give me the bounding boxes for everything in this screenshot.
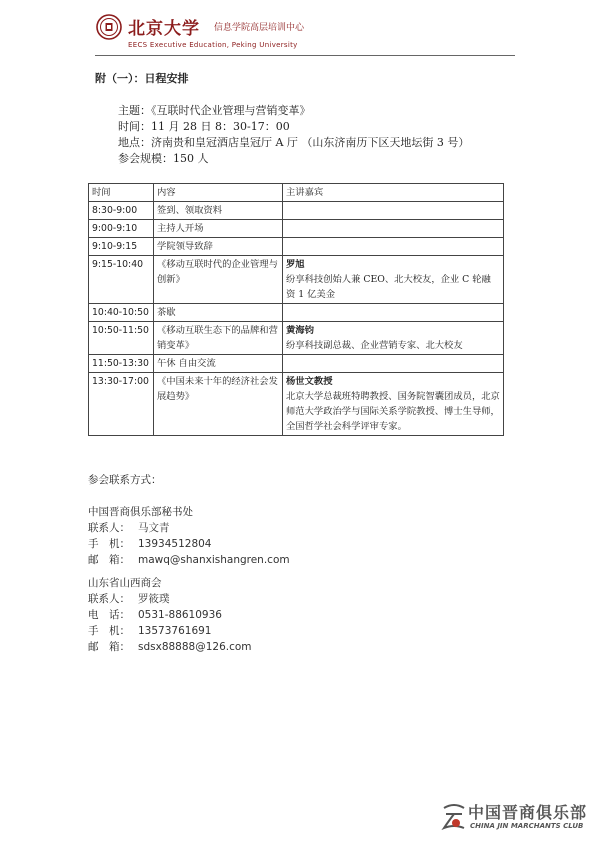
contact-person-row xyxy=(88,520,290,536)
table-row xyxy=(89,238,504,256)
table-row xyxy=(89,322,504,355)
mobile-row xyxy=(88,536,290,552)
pku-seal-icon xyxy=(96,14,122,40)
header-content: 内容 xyxy=(154,184,283,202)
contact-org-2 xyxy=(88,575,252,655)
english-name: EECS Executive Education, Peking University xyxy=(128,41,298,49)
event-info xyxy=(118,103,469,167)
row-content: 茶歇 xyxy=(154,304,283,322)
appendix-title: 附（一）：日程安排 xyxy=(95,72,189,85)
mobile-value: 13573761691 xyxy=(138,625,212,637)
table-row xyxy=(89,256,504,304)
row-content: 午休 自由交流 xyxy=(154,355,283,373)
speaker-name: 杨世文教授 xyxy=(286,376,333,387)
header-divider xyxy=(95,55,515,56)
row-time: 11:50-13:30 xyxy=(89,355,154,373)
club-chinese-name: 中国晋商俱乐部 xyxy=(468,803,588,822)
row-speaker xyxy=(283,304,504,322)
row-speaker xyxy=(283,373,504,436)
club-emblem-icon xyxy=(440,802,468,832)
club-logo xyxy=(440,800,592,840)
row-content: 签到、领取资料 xyxy=(154,202,283,220)
row-time: 13:30-17:00 xyxy=(89,373,154,436)
speaker-description: 纷享科技创始人兼 CEO、北大校友，企业 C 轮融资 1 亿美金 xyxy=(286,274,491,300)
email-label: 邮 箱： xyxy=(88,554,130,566)
email-value[interactable]: mawq@shanxishangren.com xyxy=(138,554,290,566)
row-speaker xyxy=(283,202,504,220)
event-location: 地点：济南贵和皇冠酒店皇冠厅 A 厅 （山东济南历下区天地坛街 3 号） xyxy=(118,136,470,149)
schedule-table xyxy=(88,183,504,436)
email-row xyxy=(88,639,252,655)
row-speaker xyxy=(283,220,504,238)
row-time: 10:40-10:50 xyxy=(89,304,154,322)
speaker-name: 黄海钧 xyxy=(286,325,314,336)
row-content: 《移动互联生态下的品牌和营销变革》 xyxy=(154,322,283,355)
mobile-label: 手 机： xyxy=(88,538,130,550)
row-speaker xyxy=(283,238,504,256)
speaker-name: 罗旭 xyxy=(286,259,305,270)
email-label: 邮 箱： xyxy=(88,641,130,653)
contact-person-row xyxy=(88,591,252,607)
table-row xyxy=(89,220,504,238)
row-content: 《移动互联时代的企业管理与创新》 xyxy=(154,256,283,304)
row-speaker xyxy=(283,256,504,304)
org-name: 山东省山西商会 xyxy=(88,577,162,589)
row-content: 《中国未来十年的经济社会发展趋势》 xyxy=(154,373,283,436)
speaker-description: 北京大学总裁班特聘教授、国务院智囊团成员，北京师范大学政治学与国际关系学院教授、博士生导师，全国哲学社会科学评审专家。 xyxy=(286,391,500,432)
row-time: 9:00-9:10 xyxy=(89,220,154,238)
table-row xyxy=(89,373,504,436)
speaker-description: 纷享科技副总裁、企业营销专家、北大校友 xyxy=(286,340,463,351)
university-name: 北京大学 xyxy=(128,19,200,39)
event-topic: 主题：《互联时代企业管理与营销变革》 xyxy=(118,104,311,117)
row-content: 主持人开场 xyxy=(154,220,283,238)
mobile-value: 13934512804 xyxy=(138,538,212,550)
phone-row xyxy=(88,607,252,623)
mobile-row xyxy=(88,623,252,639)
center-name: 信息学院高层培训中心 xyxy=(214,23,305,33)
person-value: 罗筱璞 xyxy=(138,593,170,605)
person-value: 马文青 xyxy=(138,522,170,534)
club-english-name: CHINA JIN MARCHANTS CLUB xyxy=(470,822,584,830)
org-name: 中国晋商俱乐部秘书处 xyxy=(88,506,193,518)
row-speaker xyxy=(283,322,504,355)
event-scale: 参会规模：150 人 xyxy=(118,152,209,165)
header-speaker: 主讲嘉宾 xyxy=(283,184,504,202)
contact-org-1 xyxy=(88,504,290,568)
phone-label: 电 话： xyxy=(88,609,130,621)
table-header-row xyxy=(89,184,504,202)
person-label: 联系人： xyxy=(88,593,130,605)
table-row xyxy=(89,355,504,373)
row-time: 8:30-9:00 xyxy=(89,202,154,220)
table-row xyxy=(89,202,504,220)
row-content: 学院领导致辞 xyxy=(154,238,283,256)
person-label: 联系人： xyxy=(88,522,130,534)
row-speaker xyxy=(283,355,504,373)
event-time: 时间：11 月 28 日 8：30-17：00 xyxy=(118,120,290,133)
email-row xyxy=(88,552,290,568)
contact-title: 参会联系方式： xyxy=(88,474,162,486)
row-time: 10:50-11:50 xyxy=(89,322,154,355)
table-row xyxy=(89,304,504,322)
email-value[interactable]: sdsx88888@126.com xyxy=(138,641,252,653)
row-time: 9:10-9:15 xyxy=(89,238,154,256)
phone-value: 0531-88610936 xyxy=(138,609,222,621)
row-time: 9:15-10:40 xyxy=(89,256,154,304)
header-time: 时间 xyxy=(89,184,154,202)
mobile-label: 手 机： xyxy=(88,625,130,637)
